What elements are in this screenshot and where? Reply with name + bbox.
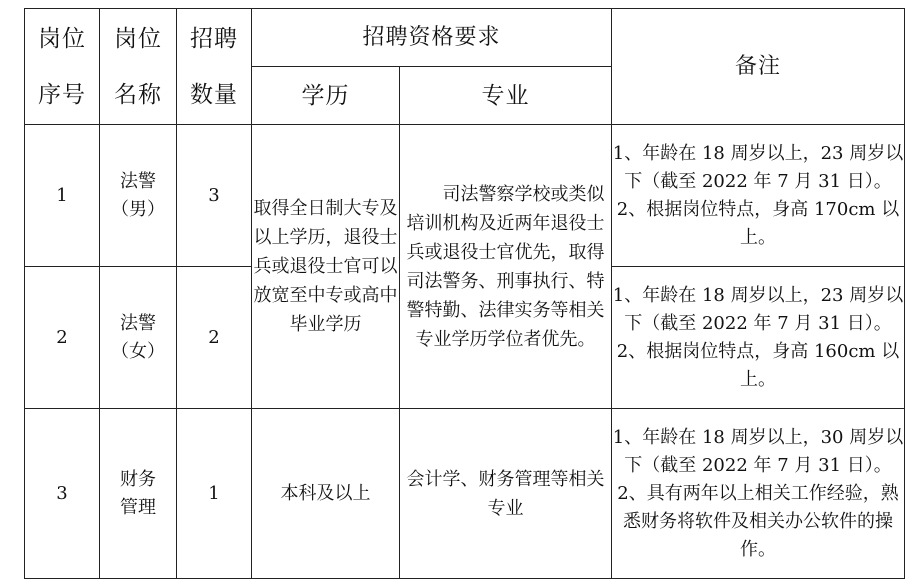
header-education: 学历 [252,67,400,125]
police-education: 取得全日制大专及以上学历，退役士兵或退役士官可以放宽至中专或高中毕业学历 [252,125,400,409]
header-post-no-line1: 岗位 [38,25,86,52]
header-hire-count-line1: 招聘 [190,25,238,52]
table-row [25,409,905,579]
row-major: 会计学、财务管理等相关专业 [400,409,612,579]
header-post-name [100,9,177,125]
row-no: 2 [25,267,100,409]
row-post-name-line1: 财务 [120,468,156,490]
row-notes [612,125,905,267]
header-major: 专业 [400,67,612,125]
note-item: 1、年龄在 18 周岁以上，30 周岁以下（截至 2022 年 7 月 31 日）。 [612,426,904,476]
note-item: 2、根据岗位特点，身高 170cm 以上。 [616,198,900,248]
row-count: 1 [177,409,252,579]
note-item: 2、根据岗位特点，身高 160cm 以上。 [616,340,900,390]
note-item: 1、年龄在 18 周岁以上，23 周岁以下（截至 2022 年 7 月 31 日）。 [612,284,904,334]
row-post-name-line1: 法警 [120,312,156,334]
table-row [25,125,905,267]
row-post-name-line2: 管理 [120,496,156,518]
recruitment-table [24,8,905,579]
row-education: 本科及以上 [252,409,400,579]
row-post-name [100,267,177,409]
row-post-name [100,125,177,267]
header-hire-count [177,9,252,125]
row-count: 3 [177,125,252,267]
note-item: 2、具有两年以上相关工作经验，熟悉财务将软件及相关办公软件的操作。 [617,482,899,560]
row-count: 2 [177,267,252,409]
row-no: 3 [25,409,100,579]
row-post-name-line2: （女） [111,340,165,362]
header-remarks: 备注 [612,9,905,125]
row-post-name-line2: （男） [111,198,165,220]
row-notes [612,267,905,409]
note-item: 1、年龄在 18 周岁以上，23 周岁以下（截至 2022 年 7 月 31 日）。 [612,142,904,192]
header-post-no-line2: 序号 [38,81,86,108]
row-post-name-line1: 法警 [120,170,156,192]
header-requirements: 招聘资格要求 [252,9,612,67]
police-major: 司法警察学校或类似培训机构及近两年退役士兵或退役士官优先，取得司法警务、刑事执行、特警特勤、法律实务等相关专业学历学位者优先。 [400,125,612,409]
header-post-name-line1: 岗位 [114,25,162,52]
header-post-name-line2: 名称 [114,81,162,108]
header-post-no [25,9,100,125]
row-no: 1 [25,125,100,267]
row-notes [612,409,905,579]
header-hire-count-line2: 数量 [190,81,238,108]
row-post-name [100,409,177,579]
